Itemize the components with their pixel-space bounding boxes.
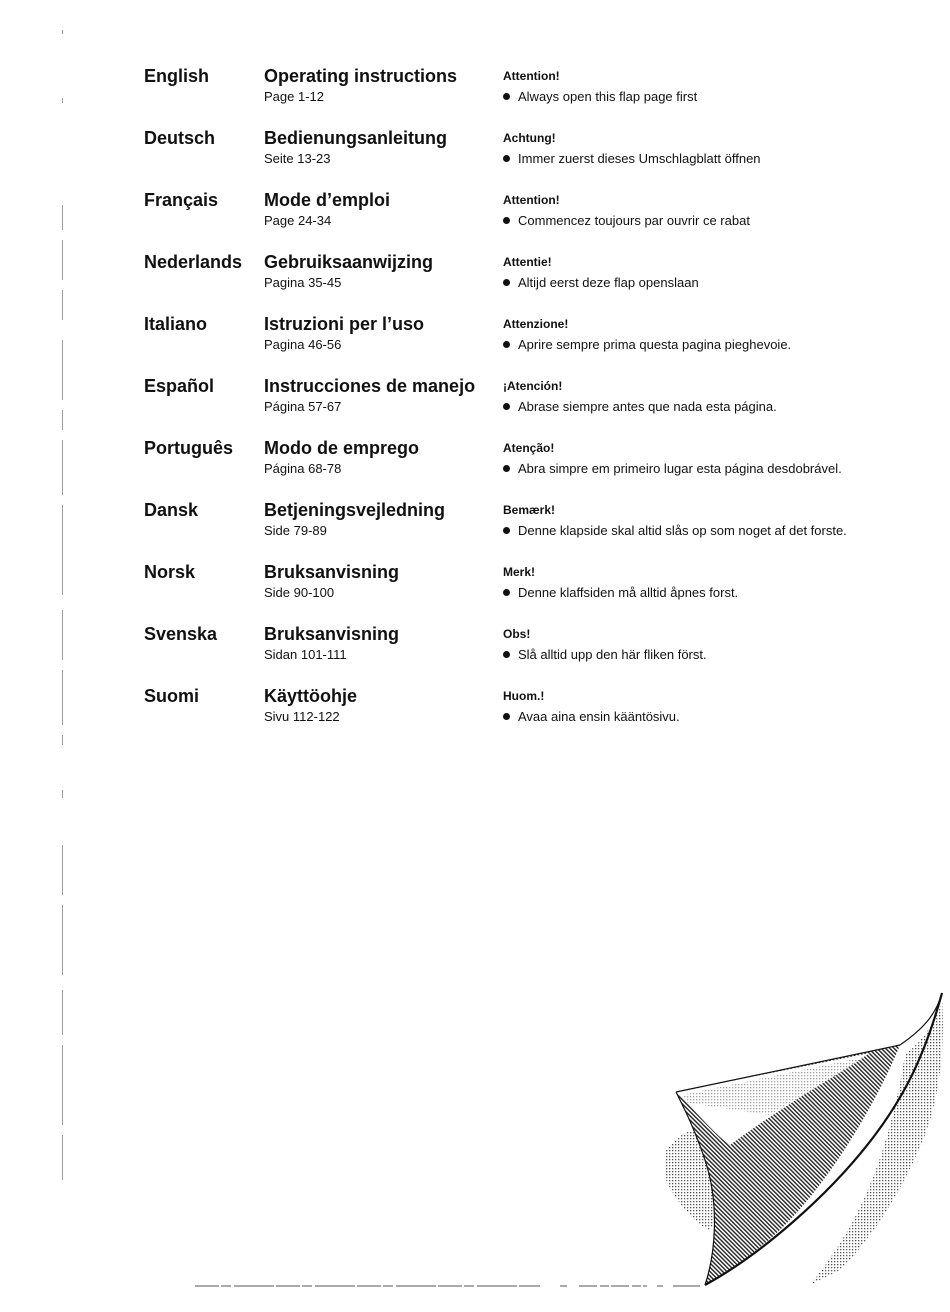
attention-note-text: Denne klaffsiden må alltid åpnes forst. <box>518 585 739 600</box>
attention-note-text: Denne klapside skal altid slås op som noget af det forste. <box>518 523 847 538</box>
page-range: Sivu 112-122 <box>264 709 340 724</box>
attention-heading: Attention! <box>503 193 560 207</box>
language-name: Italiano <box>144 314 208 334</box>
language-row-norsk <box>0 561 950 623</box>
language-row-italiano <box>0 313 950 375</box>
attention-heading: Bemærk! <box>503 503 556 517</box>
bullet-icon <box>503 279 510 286</box>
language-row-svenska <box>0 623 950 685</box>
manual-title: Betjeningsvejledning <box>264 500 446 520</box>
bullet-icon <box>503 403 510 410</box>
language-row-portugues <box>0 437 950 499</box>
language-row-dansk <box>0 499 950 561</box>
language-name: Español <box>144 376 215 396</box>
language-name: Norsk <box>144 562 196 582</box>
manual-title: Mode d’emploi <box>264 190 390 210</box>
language-row-nederlands <box>0 251 950 313</box>
language-name: Nederlands <box>144 252 243 272</box>
attention-note <box>503 647 707 663</box>
page-range: Pagina 35-45 <box>264 275 342 290</box>
attention-note-text: Commencez toujours par ouvrir ce rabat <box>518 213 750 228</box>
attention-note-text: Always open this flap page first <box>518 89 698 104</box>
page-range: Page 24-34 <box>264 213 332 228</box>
language-row-english <box>0 65 950 127</box>
attention-note-text: Abra simpre em primeiro lugar esta página desdobrável. <box>518 461 842 476</box>
attention-heading: Huom.! <box>503 689 545 703</box>
page-range: Página 57-67 <box>264 399 342 414</box>
language-name: Svenska <box>144 624 218 644</box>
attention-note <box>503 585 738 601</box>
page-edge-line <box>195 1285 705 1287</box>
attention-note-text: Avaa aina ensin kääntösivu. <box>518 709 680 724</box>
page-range: Seite 13-23 <box>264 151 331 166</box>
page-curl-icon <box>660 985 950 1295</box>
manual-title: Bruksanvisning <box>264 562 400 582</box>
attention-note <box>503 399 777 415</box>
attention-heading: Attentie! <box>503 255 552 269</box>
language-name: Português <box>144 438 234 458</box>
attention-heading: Obs! <box>503 627 531 641</box>
attention-heading: Attention! <box>503 69 560 83</box>
manual-title: Modo de emprego <box>264 438 420 458</box>
language-row-francais <box>0 189 950 251</box>
attention-note <box>503 151 761 167</box>
manual-title: Instrucciones de manejo <box>264 376 476 396</box>
bullet-icon <box>503 589 510 596</box>
manual-title: Bruksanvisning <box>264 624 400 644</box>
manual-title: Gebruiksaanwijzing <box>264 252 434 272</box>
manual-title: Operating instructions <box>264 66 458 86</box>
attention-note-text: Altijd eerst deze flap openslaan <box>518 275 699 290</box>
attention-note-text: Slå alltid upp den här fliken först. <box>518 647 707 662</box>
language-row-espanol <box>0 375 950 437</box>
bullet-icon <box>503 217 510 224</box>
attention-note <box>503 89 697 105</box>
page-range: Side 90-100 <box>264 585 335 600</box>
attention-note-text: Abrase siempre antes que nada esta página. <box>518 399 777 414</box>
attention-note <box>503 709 680 725</box>
attention-note <box>503 213 750 229</box>
language-name: Suomi <box>144 686 200 706</box>
attention-heading: Achtung! <box>503 131 556 145</box>
manual-title: Käyttöohje <box>264 686 358 706</box>
attention-note-text: Immer zuerst dieses Umschlagblatt öffnen <box>518 151 761 166</box>
bullet-icon <box>503 465 510 472</box>
language-name: Dansk <box>144 500 199 520</box>
attention-note <box>503 523 847 539</box>
attention-note-text: Aprire sempre prima questa pagina pieghevoie. <box>518 337 792 352</box>
manual-title: Istruzioni per l’uso <box>264 314 425 334</box>
attention-heading: Attenzione! <box>503 317 569 331</box>
page-range: Página 68-78 <box>264 461 342 476</box>
page-range: Pagina 46-56 <box>264 337 342 352</box>
bullet-icon <box>503 651 510 658</box>
attention-heading: Atenção! <box>503 441 555 455</box>
attention-note <box>503 337 791 353</box>
language-row-deutsch <box>0 127 950 189</box>
attention-note <box>503 275 699 291</box>
language-name: Deutsch <box>144 128 216 148</box>
bullet-icon <box>503 93 510 100</box>
language-name: Français <box>144 190 219 210</box>
page-range: Page 1-12 <box>264 89 324 104</box>
page-range: Side 79-89 <box>264 523 327 538</box>
language-row-suomi <box>0 685 950 747</box>
bullet-icon <box>503 155 510 162</box>
manual-title: Bedienungsanleitung <box>264 128 448 148</box>
language-name: English <box>144 66 210 86</box>
bullet-icon <box>503 341 510 348</box>
attention-heading: Merk! <box>503 565 536 579</box>
bullet-icon <box>503 527 510 534</box>
bullet-icon <box>503 713 510 720</box>
attention-heading: ¡Atención! <box>503 379 563 393</box>
page-range: Sidan 101-111 <box>264 647 347 662</box>
attention-note <box>503 461 842 477</box>
